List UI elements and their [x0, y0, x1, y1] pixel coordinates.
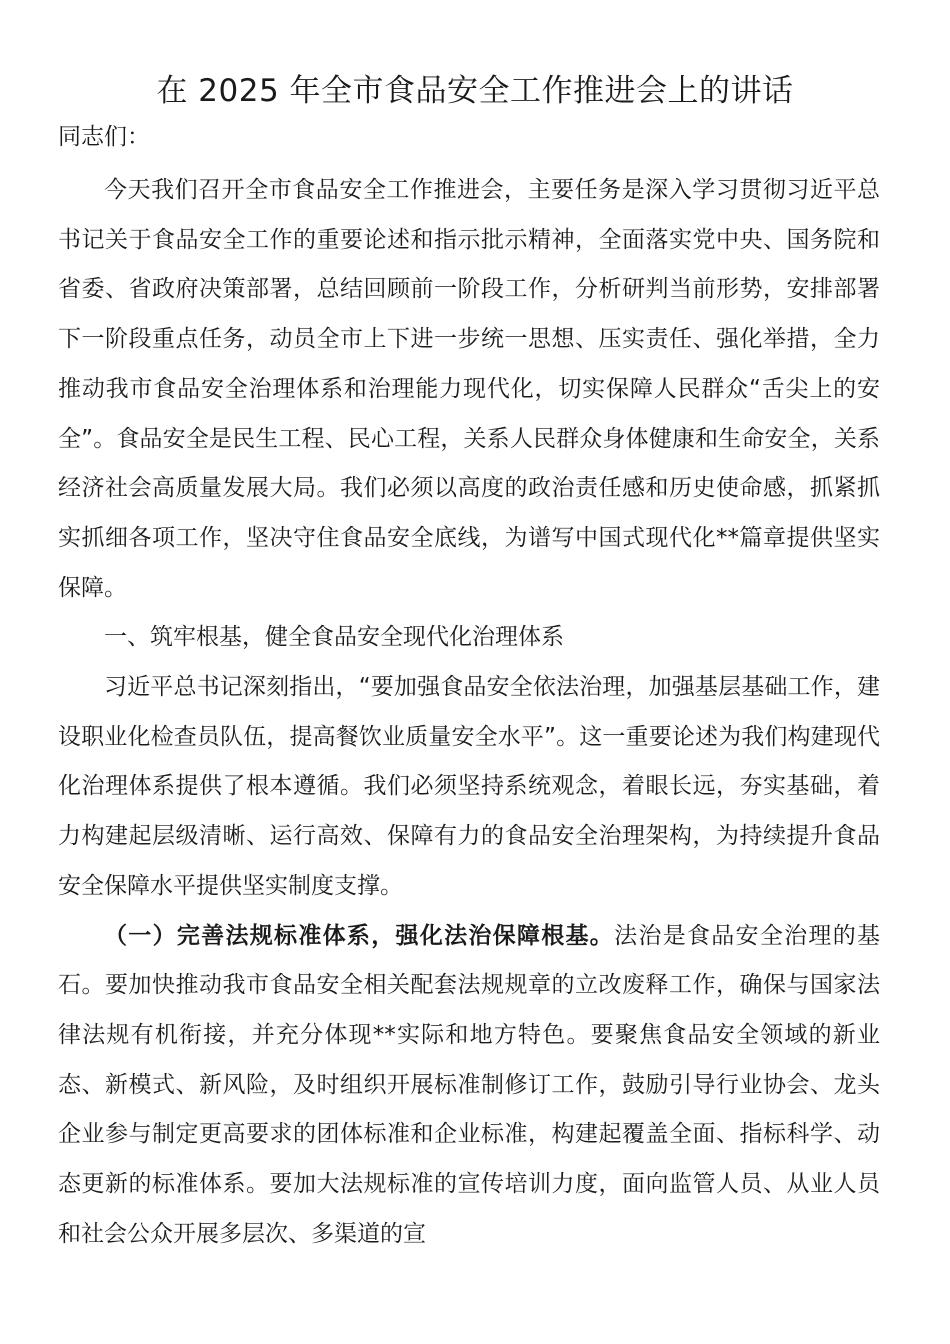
salutation: 同志们： — [58, 124, 150, 150]
document-body — [58, 166, 880, 1259]
section-heading-1: 一、筑牢根基，健全食品安全现代化治理体系 — [104, 624, 564, 651]
paragraph-intro: 今天我们召开全市食品安全工作推进会，主要任务是深入学习贯彻习近平总书记关于食品安全工作的重要论述和指示批示精神，全面落实党中央、国务院和省委、省政府决策部署，总结回顾前一阶段工作，分析研判当前形势，安排部署下一阶段重点任务，动员全市上下进一步统一思想、压实责任、强化举措，全力推动我市食品安全治理体系和治理能力现代化，切实保障人民群众“舌尖上的安全”。食品安全是民生工程、民心工程，关系人民群众身体健康和生命安全，关系经济社会高质量发展大局。我们必须以高度的政治责任感和历史使命感，抓紧抓实抓细各项工作，坚决守住食品安全底线，为谱写中国式现代化**篇章提供坚实保障。 — [58, 177, 880, 601]
paragraph-section-1-intro: 习近平总书记深刻指出，“要加强食品安全依法治理，加强基层基础工作，建设职业化检查员队伍，提高餐饮业质量安全水平”。这一重要论述为我们构建现代化治理体系提供了根本遵循。我们必须坚持系统观念，着眼长远，夯实基础，着力构建起层级清晰、运行高效、保障有力的食品安全治理架构，为持续提升食品安全保障水平提供坚实制度支撑。 — [58, 674, 880, 899]
paragraph-subsection-1 — [58, 912, 880, 1260]
subsection-lead: （一）完善法规标准体系，强化法治保障根基。 — [104, 922, 615, 949]
subsection-text: 法治是食品安全治理的基石。要加快推动我市食品安全相关配套法规规章的立改废释工作，确保与国家法律法规有机衔接，并充分体现**实际和地方特色。要聚焦食品安全领域的新业态、新模式、新风险，及时组织开展标准制修订工作，鼓励引导行业协会、龙头企业参与制定更高要求的团体标准和企业标准，构建起覆盖全面、指标科学、动态更新的标准体系。要加大法规标准的宣传培训力度，面向监管人员、从业人员和社会公众开展多层次、多渠道的宣 — [58, 922, 881, 1247]
page-title: 在 2025 年全市食品安全工作推进会上的讲话 — [156, 73, 794, 109]
